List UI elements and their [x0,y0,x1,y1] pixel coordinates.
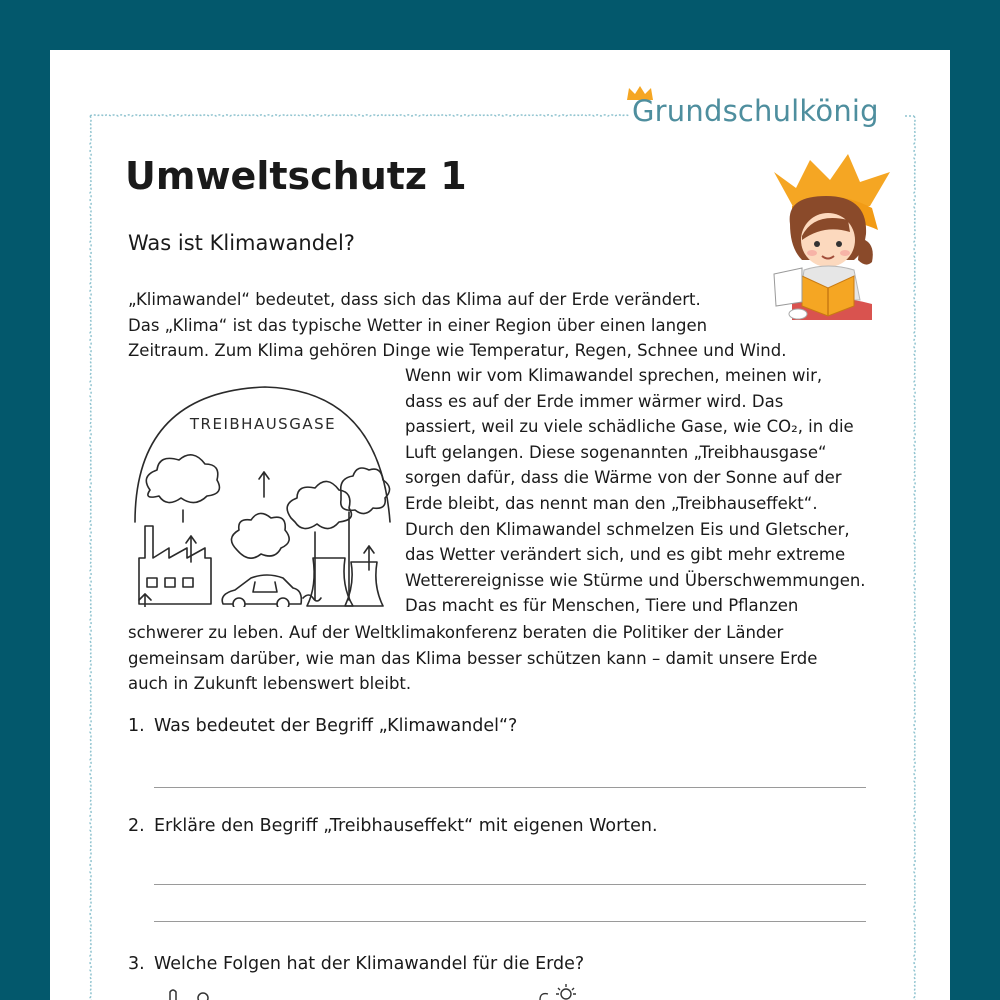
wrapped-paragraph [405,363,866,619]
question-text: Erkläre den Begriff „Treibhauseffekt“ mit eigenen Worten. [154,816,658,836]
text-line: Erde bleibt, das nennt man den „Treibhauseffekt“. [405,493,818,513]
text-line: „Klimawandel“ bedeutet, dass sich das Klima auf der Erde verändert. [128,290,701,309]
question-number: 2. [128,816,145,836]
worksheet-page [50,50,950,1000]
text-line: Durch den Klimawandel schmelzen Eis und Gletscher, [405,519,850,539]
question-2 [128,816,658,836]
text-line: Wenn wir vom Klimawandel sprechen, meinen wir, [405,366,823,385]
page-title: Umweltschutz 1 [125,154,467,198]
question-text: Was bedeutet der Begriff „Klimawandel“? [154,716,518,736]
text-line: Zeitraum. Zum Klima gehören Dinge wie Temperatur, Regen, Schnee und Wind. [128,341,787,361]
answer-line[interactable] [154,884,866,885]
text-line: gemeinsam darüber, wie man das Klima besser schützen kann – damit unsere Erde [128,648,818,668]
thermometer-icon [158,988,218,1000]
question-text: Welche Folgen hat der Klimawandel für die Erde? [154,954,585,974]
greenhouse-gas-illustration [125,372,400,607]
question-number: 1. [128,716,145,736]
text-line: dass es auf der Erde immer wärmer wird. Das [405,391,784,411]
question-1 [128,716,517,736]
text-line: schwerer zu leben. Auf der Weltklimakonferenz beraten die Politiker der Länder [128,623,784,642]
reading-girl-illustration [768,150,898,325]
answer-line[interactable] [154,921,866,922]
text-line: Luft gelangen. Diese sogenannten „Treibhausgase“ [405,442,827,462]
intro-paragraph [128,287,787,364]
brand-logo-text: Grundschulkönig [632,94,879,128]
closing-paragraph [128,620,817,697]
section-heading: Was ist Klimawandel? [128,231,355,255]
text-line: passiert, weil zu viele schädliche Gase, wie CO₂, in die [405,417,854,437]
greenhouse-gas-label: TREIBHAUSGASE [189,415,337,433]
text-line: Das macht es für Menschen, Tiere und Pflanzen [405,596,799,616]
answer-line[interactable] [154,787,866,788]
question-3 [128,954,584,974]
text-line: sorgen dafür, dass die Wärme von der Sonne auf der [405,468,842,488]
text-line: auch in Zukunft lebenswert bleibt. [128,674,412,694]
question-number: 3. [128,954,145,974]
text-line: Wetterereignisse wie Stürme und Überschwemmungen. [405,570,866,590]
sun-icon [534,982,584,1000]
text-line: das Wetter verändert sich, und es gibt mehr extreme [405,545,846,565]
text-line: Das „Klima“ ist das typische Wetter in einer Region über einen langen [128,315,708,335]
